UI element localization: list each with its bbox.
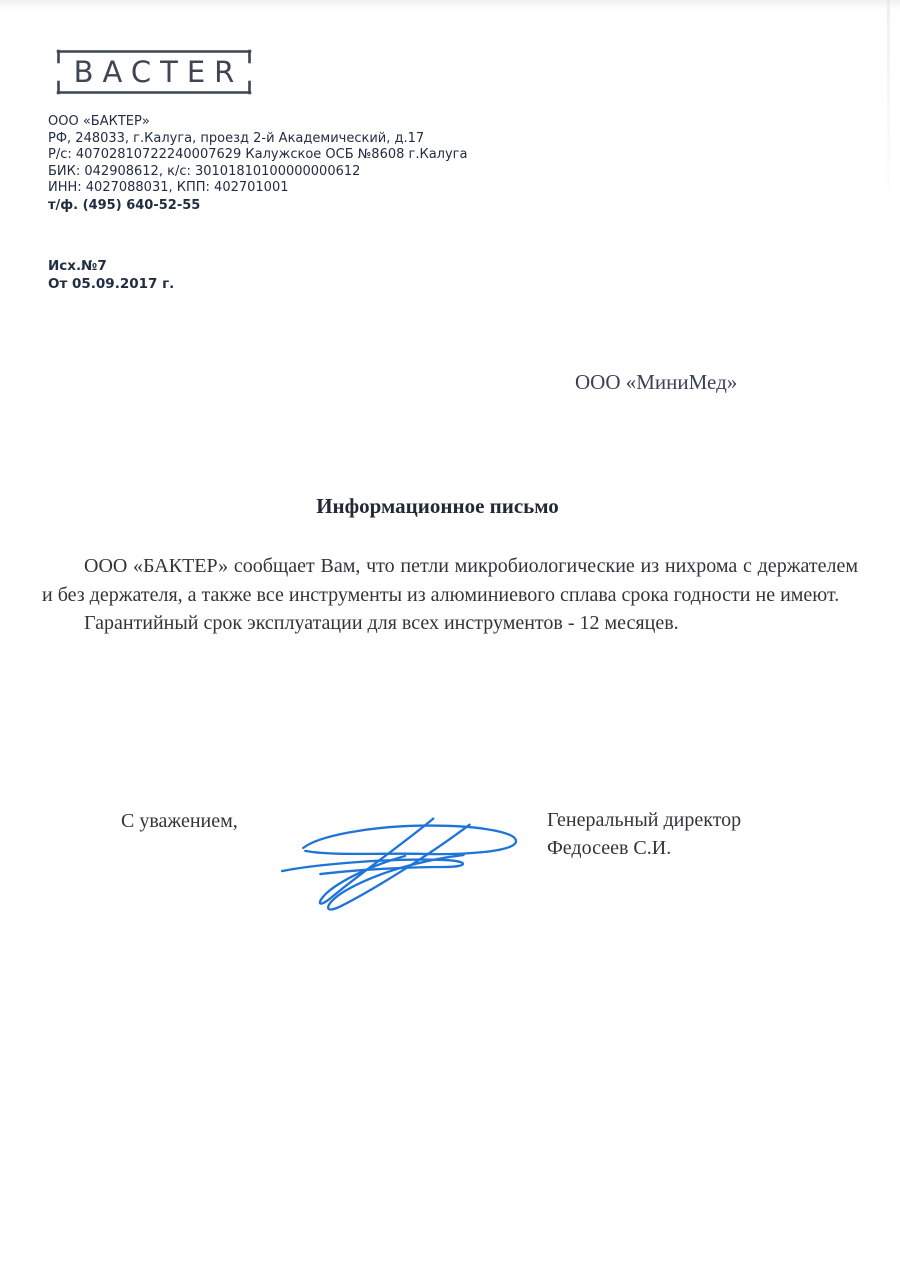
company-bik-line: БИК: 042908612, к/с: 30101810100000000612 — [48, 163, 361, 179]
letter-date: От 05.09.2017 г. — [48, 276, 175, 292]
logo-text: BACTER — [73, 55, 244, 89]
letter-body — [42, 552, 858, 638]
closing-salutation: С уважением, — [121, 810, 238, 832]
handwritten-signature-icon — [272, 813, 524, 915]
outgoing-number: Исх.№7 — [48, 258, 107, 274]
company-account-line: Р/с: 40702810722240007629 Калужское ОСБ №8608 г.Калуга — [48, 147, 468, 162]
director-title: Генеральный директор — [547, 809, 742, 831]
recipient-name: ООО «МиниМед» — [575, 370, 738, 394]
scan-shadow-right — [887, 0, 890, 215]
company-name-line: ООО «БАКТЕР» — [48, 114, 150, 129]
body-paragraph-1: ООО «БАКТЕР» сообщает Вам, что петли микробиологические из нихрома с держателем и без держателя, а также все инструменты из алюминиевого сплава срока годности не имеют. — [42, 555, 858, 606]
scan-shadow-top — [0, 0, 900, 10]
body-paragraph-2: Гарантийный срок эксплуатации для всех инструментов - 12 месяцев. — [84, 612, 679, 634]
company-info-block — [48, 114, 467, 214]
reference-block — [48, 257, 174, 293]
letter-title: Информационное письмо — [316, 494, 559, 518]
director-name: Федосеев С.И. — [547, 837, 672, 859]
company-logo — [55, 48, 253, 96]
company-phone-line: т/ф. (495) 640-52-55 — [48, 197, 201, 213]
company-inn-line: ИНН: 4027088031, КПП: 402701001 — [48, 180, 289, 195]
company-address-line: РФ, 248033, г.Калуга, проезд 2-й Академический, д.17 — [48, 130, 425, 146]
signature-image — [272, 813, 524, 915]
signer-block — [547, 806, 741, 862]
